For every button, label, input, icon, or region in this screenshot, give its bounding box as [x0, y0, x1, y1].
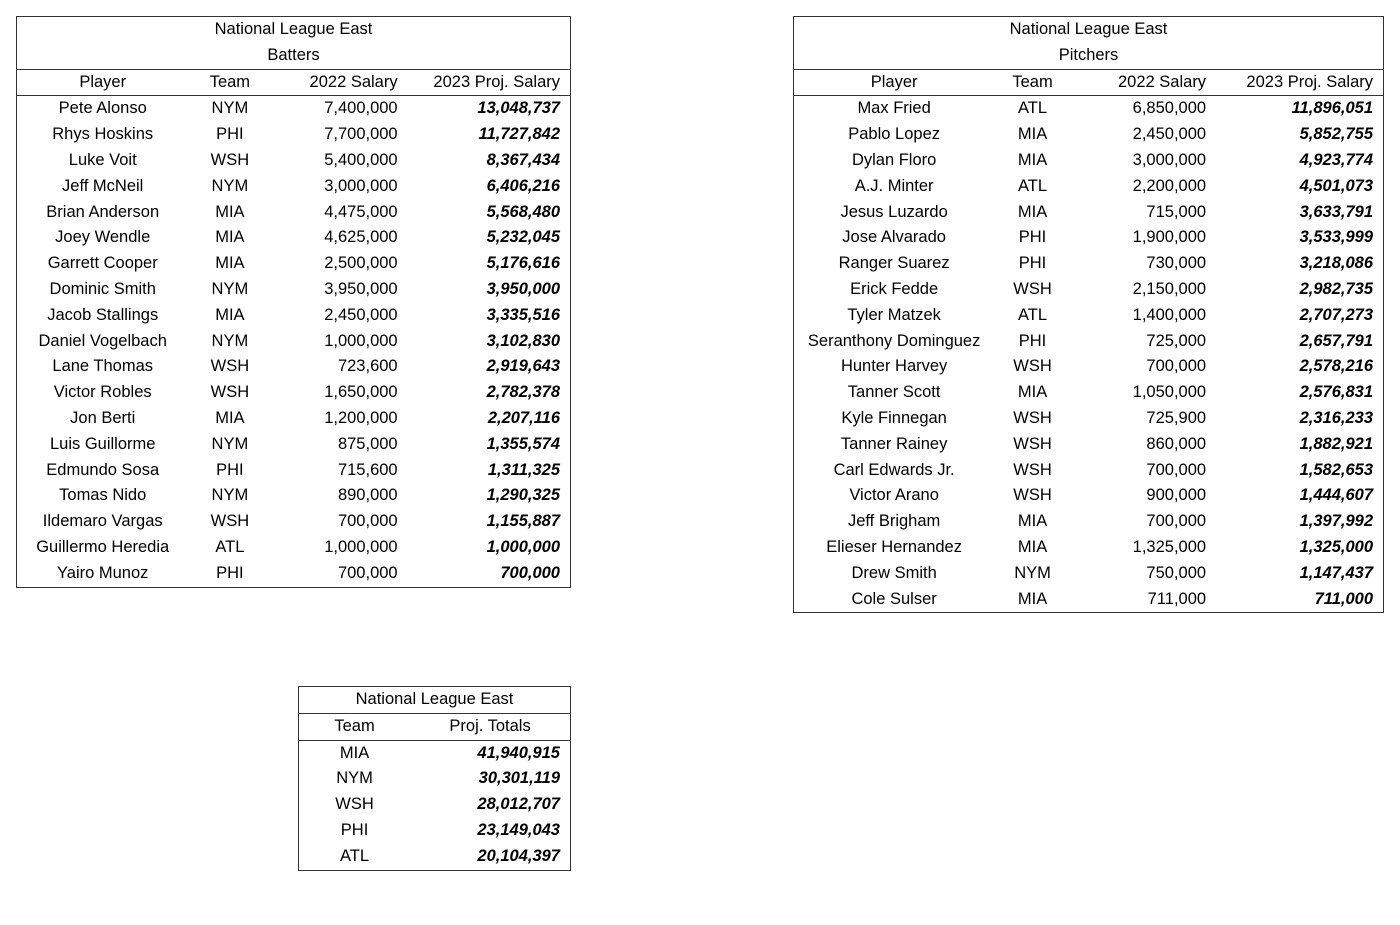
player-name: Max Fried	[857, 99, 931, 118]
team-total-row	[299, 740, 570, 766]
salary-2022: 725,900	[1146, 408, 1207, 427]
player-name: Drew Smith	[851, 563, 937, 582]
salary-2022: 1,325,000	[1132, 537, 1207, 556]
batters-row	[17, 458, 570, 484]
proj-salary-2023: 711,000	[1314, 589, 1373, 608]
team-code: MIA	[339, 743, 370, 762]
proj-salary-2023: 4,501,073	[1299, 176, 1373, 195]
salary-2022: 730,000	[1146, 254, 1207, 273]
team-code: MIA	[215, 254, 245, 273]
proj-total: 20,104,397	[477, 846, 560, 865]
pitchers-row	[794, 380, 1383, 406]
col-header-2022-salary: 2022 Salary	[271, 69, 409, 96]
team-code: MIA	[1017, 512, 1048, 531]
proj-salary-2023: 5,852,755	[1299, 125, 1373, 144]
batters-row	[17, 329, 570, 355]
team-code: WSH	[210, 150, 250, 169]
pitchers-row	[794, 483, 1383, 509]
pitchers-row	[794, 432, 1383, 458]
pitchers-row	[794, 406, 1383, 432]
batters-subtitle: Batters	[17, 43, 570, 69]
proj-salary-2023: 3,533,999	[1299, 228, 1373, 247]
salary-2022: 875,000	[337, 434, 398, 453]
team-code: NYM	[211, 279, 249, 298]
salary-2022: 700,000	[337, 512, 398, 531]
proj-salary-2023: 1,355,574	[486, 434, 560, 453]
proj-salary-2023: 5,568,480	[486, 202, 560, 221]
team-code: WSH	[210, 383, 250, 402]
col-header-2023-proj-salary: 2023 Proj. Salary	[410, 69, 570, 96]
batters-row	[17, 509, 570, 535]
team-code: PHI	[216, 460, 244, 479]
team-total-row	[299, 844, 570, 870]
team-code: MIA	[1017, 150, 1048, 169]
pitchers-row	[794, 174, 1383, 200]
pitchers-row	[794, 587, 1383, 613]
player-name: Jacob Stallings	[47, 305, 159, 324]
col-header-team: Team	[188, 69, 271, 96]
proj-total: 30,301,119	[478, 769, 560, 788]
salary-2022: 1,900,000	[1132, 228, 1207, 247]
player-name: Edmundo Sosa	[46, 460, 160, 479]
batters-row	[17, 277, 570, 303]
salary-2022: 2,500,000	[324, 254, 398, 273]
player-name: Victor Arano	[849, 486, 939, 505]
player-name: Luis Guillorme	[49, 434, 156, 453]
salary-2022: 700,000	[1146, 512, 1207, 531]
proj-total: 23,149,043	[477, 820, 560, 839]
player-name: Pete Alonso	[58, 99, 147, 118]
batters-row	[17, 561, 570, 587]
player-name: Elieser Hernandez	[826, 537, 962, 556]
batters-row	[17, 303, 570, 329]
pitchers-row	[794, 96, 1383, 122]
salary-2022: 890,000	[337, 486, 398, 505]
team-code: WSH	[1013, 357, 1052, 376]
player-name: Dylan Floro	[851, 150, 937, 169]
player-name: Brian Anderson	[46, 202, 160, 221]
salary-2022: 860,000	[1146, 434, 1207, 453]
pitchers-row	[794, 251, 1383, 277]
col-header-2022-salary: 2022 Salary	[1071, 69, 1218, 96]
player-name: Tomas Nido	[59, 486, 147, 505]
proj-salary-2023: 1,397,992	[1299, 512, 1373, 531]
player-name: Dominic Smith	[49, 279, 156, 298]
player-name: Jose Alvarado	[842, 228, 946, 247]
batters-row	[17, 148, 570, 174]
batters-title: National League East	[214, 20, 373, 38]
team-code: PHI	[1018, 254, 1047, 273]
batters-row	[17, 225, 570, 251]
proj-salary-2023: 2,707,273	[1299, 305, 1373, 324]
team-code: ATL	[340, 846, 370, 865]
salary-2022: 700,000	[1146, 460, 1207, 479]
proj-salary-2023: 2,207,116	[487, 408, 560, 427]
pitchers-row	[794, 225, 1383, 251]
proj-salary-2023: 3,218,086	[1299, 254, 1373, 273]
player-name: Pablo Lopez	[848, 125, 940, 144]
team-code: PHI	[1018, 228, 1047, 247]
salary-2022: 715,600	[337, 460, 398, 479]
salary-2022: 4,475,000	[324, 202, 398, 221]
salary-2022: 723,600	[337, 357, 398, 376]
salary-2022: 750,000	[1146, 563, 1207, 582]
player-name: Rhys Hoskins	[52, 125, 154, 144]
player-name: Guillermo Heredia	[36, 537, 170, 556]
pitchers-subtitle: Pitchers	[794, 43, 1383, 69]
player-name: Carl Edwards Jr.	[833, 460, 955, 479]
team-code: NYM	[211, 176, 249, 195]
player-name: Ranger Suarez	[838, 254, 950, 273]
team-code: MIA	[1017, 589, 1048, 608]
team-code: NYM	[211, 486, 249, 505]
team-code: PHI	[216, 125, 244, 144]
salary-2022: 7,700,000	[324, 125, 398, 144]
proj-salary-2023: 1,155,887	[486, 512, 560, 531]
player-name: Luke Voit	[68, 150, 137, 169]
team-code: ATL	[1018, 305, 1048, 324]
pitchers-header-row	[794, 69, 1383, 96]
player-name: Jesus Luzardo	[840, 202, 948, 221]
proj-salary-2023: 3,633,791	[1299, 202, 1373, 221]
batters-header-row	[17, 69, 570, 96]
col-header-2023-proj-salary: 2023 Proj. Salary	[1218, 69, 1383, 96]
proj-salary-2023: 3,102,830	[486, 331, 560, 350]
team-code: WSH	[1013, 486, 1052, 505]
team-code: NYM	[1014, 563, 1051, 582]
pitchers-row	[794, 535, 1383, 561]
salary-2022: 700,000	[337, 563, 398, 582]
pitchers-row	[794, 329, 1383, 355]
team-code: WSH	[210, 512, 250, 531]
pitchers-row	[794, 561, 1383, 587]
team-code: MIA	[1017, 202, 1048, 221]
team-code: MIA	[215, 202, 245, 221]
totals-title: National League East	[299, 687, 570, 713]
salary-2022: 4,625,000	[324, 228, 398, 247]
batters-row	[17, 380, 570, 406]
proj-salary-2023: 700,000	[500, 563, 560, 582]
salary-2022: 711,000	[1147, 589, 1207, 608]
batters-row	[17, 200, 570, 226]
player-name: Victor Robles	[53, 383, 152, 402]
team-code: ATL	[215, 537, 245, 556]
batters-table	[16, 16, 571, 588]
player-name: Garrett Cooper	[47, 254, 158, 273]
salary-2022: 3,000,000	[1132, 150, 1207, 169]
player-name: Jeff Brigham	[847, 512, 941, 531]
team-code: ATL	[1018, 176, 1048, 195]
salary-2022: 5,400,000	[324, 150, 398, 169]
proj-salary-2023: 2,919,643	[486, 357, 560, 376]
team-code: NYM	[211, 99, 249, 118]
batters-row	[17, 483, 570, 509]
batters-row	[17, 535, 570, 561]
team-code: MIA	[215, 305, 245, 324]
pitchers-row	[794, 148, 1383, 174]
team-totals-table	[298, 686, 571, 871]
team-code: NYM	[211, 434, 249, 453]
proj-salary-2023: 6,406,216	[486, 176, 560, 195]
pitchers-row	[794, 458, 1383, 484]
salary-2022: 1,650,000	[324, 383, 398, 402]
pitchers-row	[794, 303, 1383, 329]
proj-salary-2023: 2,982,735	[1299, 279, 1373, 298]
team-code: MIA	[1017, 537, 1048, 556]
salary-2022: 2,200,000	[1132, 176, 1207, 195]
pitchers-row	[794, 200, 1383, 226]
player-name: Cole Sulser	[851, 589, 937, 608]
batters-row	[17, 96, 570, 122]
proj-salary-2023: 5,176,616	[486, 254, 560, 273]
proj-salary-2023: 1,147,437	[1299, 563, 1373, 582]
player-name: Erick Fedde	[850, 279, 939, 298]
proj-salary-2023: 8,367,434	[486, 150, 560, 169]
proj-salary-2023: 2,578,216	[1299, 357, 1373, 376]
proj-salary-2023: 1,325,000	[1299, 537, 1373, 556]
salary-2022: 1,000,000	[324, 537, 398, 556]
col-header-team: Team	[299, 713, 410, 740]
pitchers-row	[794, 277, 1383, 303]
proj-salary-2023: 13,048,737	[477, 99, 560, 118]
team-code: MIA	[215, 408, 245, 427]
team-code: WSH	[335, 795, 374, 814]
pitchers-title: National League East	[1009, 20, 1168, 38]
salary-2022: 3,950,000	[324, 279, 398, 298]
salary-2022: 2,450,000	[1132, 125, 1207, 144]
salary-2022: 1,000,000	[324, 331, 398, 350]
salary-2022: 900,000	[1146, 486, 1207, 505]
salary-2022: 1,200,000	[324, 408, 398, 427]
salary-2022: 700,000	[1146, 357, 1207, 376]
proj-salary-2023: 2,782,378	[486, 383, 560, 402]
team-code: NYM	[211, 331, 249, 350]
player-name: Jon Berti	[70, 408, 136, 427]
proj-salary-2023: 2,576,831	[1299, 383, 1373, 402]
team-code: WSH	[1013, 460, 1052, 479]
salary-2022: 1,050,000	[1132, 383, 1207, 402]
player-name: A.J. Minter	[854, 176, 934, 195]
player-name: Daniel Vogelbach	[38, 331, 167, 350]
team-total-row	[299, 766, 570, 792]
player-name: Hunter Harvey	[840, 357, 948, 376]
player-name: Kyle Finnegan	[841, 408, 947, 427]
col-header-player: Player	[17, 69, 188, 96]
proj-salary-2023: 1,000,000	[486, 537, 560, 556]
team-code: WSH	[210, 357, 250, 376]
batters-row	[17, 251, 570, 277]
proj-salary-2023: 1,311,325	[487, 460, 560, 479]
proj-salary-2023: 2,657,791	[1299, 331, 1373, 350]
salary-2022: 3,000,000	[324, 176, 398, 195]
proj-salary-2023: 4,923,774	[1299, 150, 1373, 169]
proj-total: 28,012,707	[477, 795, 560, 814]
team-code: PHI	[1018, 331, 1047, 350]
player-name: Ildemaro Vargas	[42, 512, 163, 531]
col-header-player: Player	[794, 69, 994, 96]
proj-salary-2023: 11,727,842	[478, 125, 560, 144]
col-header-team: Team	[994, 69, 1071, 96]
pitchers-table	[793, 16, 1384, 613]
salary-2022: 6,850,000	[1132, 99, 1207, 118]
batters-row	[17, 354, 570, 380]
batters-row	[17, 432, 570, 458]
team-code: WSH	[1013, 408, 1052, 427]
player-name: Jeff McNeil	[62, 176, 144, 195]
salary-2022: 2,450,000	[324, 305, 398, 324]
totals-header-row	[299, 713, 570, 740]
proj-salary-2023: 11,896,051	[1291, 99, 1373, 118]
team-code: ATL	[1018, 99, 1048, 118]
proj-salary-2023: 1,444,607	[1299, 486, 1373, 505]
player-name: Yairo Munoz	[57, 563, 149, 582]
team-code: NYM	[336, 769, 373, 788]
proj-salary-2023: 5,232,045	[486, 228, 560, 247]
team-code: WSH	[1013, 279, 1052, 298]
team-total-row	[299, 818, 570, 844]
team-code: PHI	[216, 563, 244, 582]
player-name: Tanner Rainey	[840, 434, 948, 453]
salary-2022: 725,000	[1146, 331, 1207, 350]
proj-salary-2023: 3,335,516	[486, 305, 560, 324]
proj-total: 41,940,915	[477, 743, 560, 762]
pitchers-row	[794, 354, 1383, 380]
player-name: Lane Thomas	[52, 357, 154, 376]
team-total-row	[299, 792, 570, 818]
batters-row	[17, 406, 570, 432]
team-code: MIA	[1017, 383, 1048, 402]
player-name: Tyler Matzek	[847, 305, 941, 324]
player-name: Seranthony Dominguez	[807, 331, 981, 350]
salary-2022: 1,400,000	[1132, 305, 1207, 324]
proj-salary-2023: 1,582,653	[1299, 460, 1373, 479]
team-code: WSH	[1013, 434, 1052, 453]
player-name: Joey Wendle	[55, 228, 151, 247]
team-code: PHI	[340, 820, 369, 839]
team-code: MIA	[215, 228, 245, 247]
col-header-proj-totals: Proj. Totals	[410, 713, 570, 740]
pitchers-row	[794, 509, 1383, 535]
batters-row	[17, 174, 570, 200]
proj-salary-2023: 1,882,921	[1299, 434, 1373, 453]
batters-row	[17, 122, 570, 148]
pitchers-row	[794, 122, 1383, 148]
salary-2022: 7,400,000	[324, 99, 398, 118]
proj-salary-2023: 2,316,233	[1299, 408, 1373, 427]
salary-2022: 2,150,000	[1132, 279, 1207, 298]
proj-salary-2023: 3,950,000	[486, 279, 560, 298]
player-name: Tanner Scott	[847, 383, 941, 402]
salary-2022: 715,000	[1146, 202, 1207, 221]
team-code: MIA	[1017, 125, 1048, 144]
proj-salary-2023: 1,290,325	[486, 486, 560, 505]
